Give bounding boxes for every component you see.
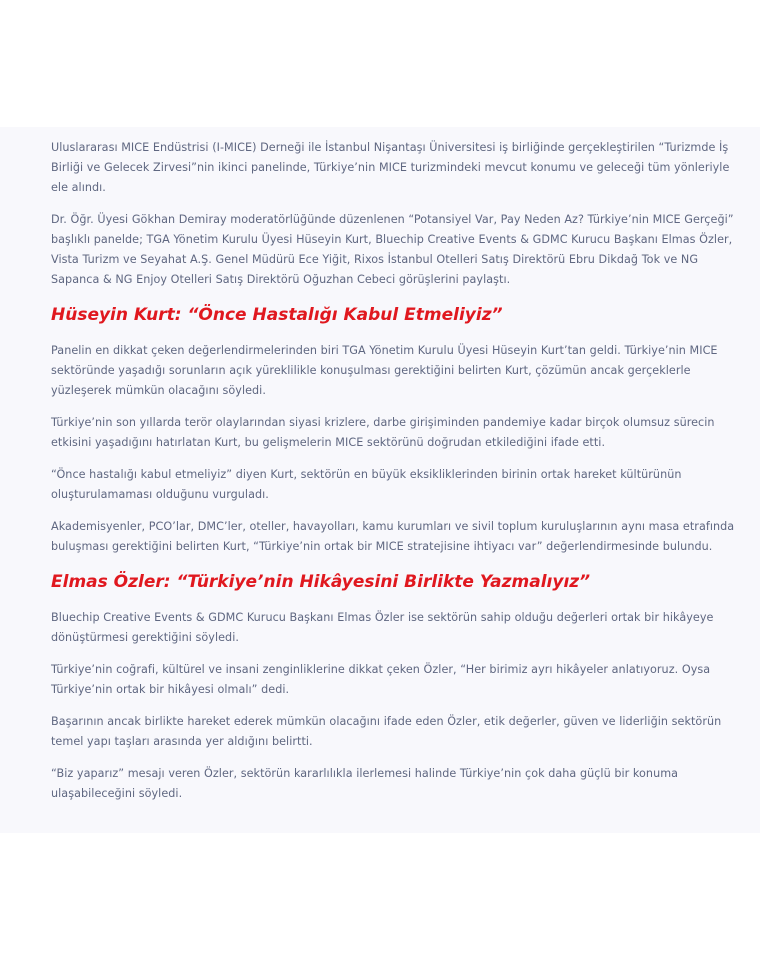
section-paragraph: Türkiye’nin coğrafi, kültürel ve insani zenginliklerine dikkat çeken Özler, “Her birimiz ayrı hikâyeler anlatıyoruz. Oysa Türkiye’nin ortak bir hikâyesi olmalı” dedi. [51,663,711,696]
intro-paragraph: Uluslararası MICE Endüstrisi (I-MICE) Derneği ile İstanbul Nişantaşı Üniversitesi iş birliğinde gerçekleştirilen “Turizmde İş Birliği ve Gelecek Zirvesi”nin ikinci panelinde, Türkiye’nin MICE turizmindeki mevcut konumu ve geleceği tüm yönleriyle ele alındı. [51,141,730,194]
section-heading: Hüseyin Kurt: “Önce Hastalığı Kabul Etmeliyiz” [51,305,503,325]
section-paragraph: Panelin en dikkat çeken değerlendirmelerinden biri TGA Yönetim Kurulu Üyesi Hüseyin Kurt’tan geldi. Türkiye’nin MICE sektöründe yaşadığı sorunların açık yüreklilikle konuşulması gerektiğini belirten Kurt, çözümün ancak gerçeklerle yüzleşerek mümkün olacağını söyledi. [51,344,718,397]
intro-paragraph: Dr. Öğr. Üyesi Gökhan Demiray moderatörlüğünde düzenlenen “Potansiyel Var, Pay Neden Az? Türkiye’nin MICE Gerçeği” başlıklı panelde; TGA Yönetim Kurulu Üyesi Hüseyin Kurt, Bluechip Creative Events & GDMC Kurucu Başkanı Elmas Özler, Vista Turizm ve Seyahat A.Ş. Genel Müdürü Ece Yiğit, Rixos İstanbul Otelleri Satış Direktörü Ebru Dikdağ Tok ve NG Sapanca & NG Enjoy Otelleri Satış Direktörü Oğuzhan Cebeci görüşlerini paylaştı. [51,213,734,286]
section-paragraph: “Biz yaparız” mesajı veren Özler, sektörün kararlılıkla ilerlemesi halinde Türkiye’nin çok daha güçlü bir konuma ulaşabileceğini söyledi. [51,767,679,800]
section-paragraph: Akademisyenler, PCO’lar, DMC’ler, oteller, havayolları, kamu kurumları ve sivil toplum kuruluşlarının aynı masa etrafında buluşması gerektiğini belirten Kurt, “Türkiye’nin ortak bir MICE stratejisine ihtiyacı var” değerlendirmesinde bulundu. [51,520,735,553]
article-body [0,127,760,833]
section-paragraph: “Önce hastalığı kabul etmeliyiz” diyen Kurt, sektörün en büyük eksikliklerinden birinin ortak hareket kültürünün oluşturulamaması olduğunu vurguladı. [51,468,682,501]
section-paragraph: Başarının ancak birlikte hareket ederek mümkün olacağını ifade eden Özler, etik değerler, güven ve liderliğin sektörün temel yapı taşları arasında yer aldığını belirtti. [51,715,722,748]
section-heading: Elmas Özler: “Türkiye’nin Hikâyesini Birlikte Yazmalıyız” [51,572,591,592]
section-paragraph: Bluechip Creative Events & GDMC Kurucu Başkanı Elmas Özler ise sektörün sahip olduğu değerleri ortak bir hikâyeye dönüştürmesi gerektiğini söyledi. [51,611,714,644]
section-paragraph: Türkiye’nin son yıllarda terör olaylarından siyasi krizlere, darbe girişiminden pandemiye kadar birçok olumsuz sürecin etkisini yaşadığını hatırlatan Kurt, bu gelişmelerin MICE sektörünü doğrudan etkilediğini ifade etti. [51,416,715,449]
